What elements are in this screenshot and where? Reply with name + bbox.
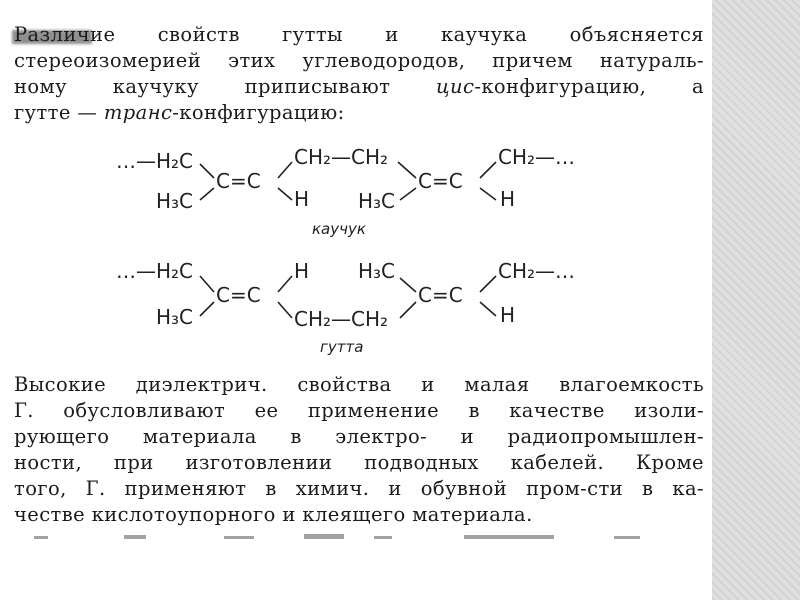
- intro-paragraph: [14, 22, 704, 126]
- slide-decoration-band: [712, 0, 800, 600]
- intro-line-1: Различие свойств гутты и каучука объясняется: [14, 23, 704, 46]
- intro-line-4: гутте — транс-конфигурацию:: [14, 101, 345, 124]
- rubber-bottom-left: H₃C: [156, 189, 194, 213]
- applications-line-4: ности, при изготовлении подводных кабелей. Кроме: [14, 451, 704, 474]
- intro-line-2: стереоизомерией этих углеводородов, причем натураль-: [14, 49, 704, 72]
- rubber-bottom-mid: H₃C: [358, 189, 396, 213]
- rubber-left-end: …—: [116, 149, 156, 173]
- rubber-double-bond-2: C=C: [418, 169, 463, 193]
- gutta-top-mid: H₃C: [358, 259, 396, 283]
- gutta-top-left: H₂C: [156, 259, 194, 283]
- applications-paragraph: [14, 372, 704, 528]
- applications-line-3: рующего материала в электро- и радиопромышлен-: [14, 425, 704, 448]
- applications-line-5: того, Г. применяют в химич. и обувной пром-сти в ка-: [14, 477, 704, 500]
- rubber-double-bond-1: C=C: [216, 169, 261, 193]
- gutta-h1: H: [294, 259, 310, 283]
- rubber-caption: каучук: [312, 220, 366, 238]
- applications-line-6: честве кислотоупорного и клеящего материала.: [14, 503, 533, 526]
- gutta-caption: гутта: [320, 338, 364, 356]
- rubber-formula: [108, 142, 608, 238]
- gutta-top-right: CH₂—…: [498, 259, 576, 283]
- rubber-h2: H: [500, 187, 516, 211]
- applications-line-1: Высокие диэлектрич. свойства и малая влагоемкость: [14, 373, 704, 396]
- gutta-h2: H: [500, 303, 516, 327]
- gutta-bottom-chain: CH₂—CH₂: [294, 307, 389, 331]
- cut-off-line: [14, 526, 704, 540]
- gutta-double-bond-2: C=C: [418, 283, 463, 307]
- applications-line-2: Г. обусловливают ее применение в качестве изоли-: [14, 399, 704, 422]
- gutta-left-end: …—: [116, 259, 156, 283]
- gutta-formula: [108, 258, 608, 358]
- rubber-h1: H: [294, 187, 310, 211]
- rubber-top-left: H₂C: [156, 149, 194, 173]
- gutta-double-bond-1: C=C: [216, 283, 261, 307]
- gutta-bottom-left: H₃C: [156, 305, 194, 329]
- rubber-top-chain: CH₂—CH₂: [294, 145, 389, 169]
- rubber-top-right: CH₂—…: [498, 145, 576, 169]
- intro-line-3: ному каучуку приписывают цис-конфигурацию, а: [14, 75, 704, 98]
